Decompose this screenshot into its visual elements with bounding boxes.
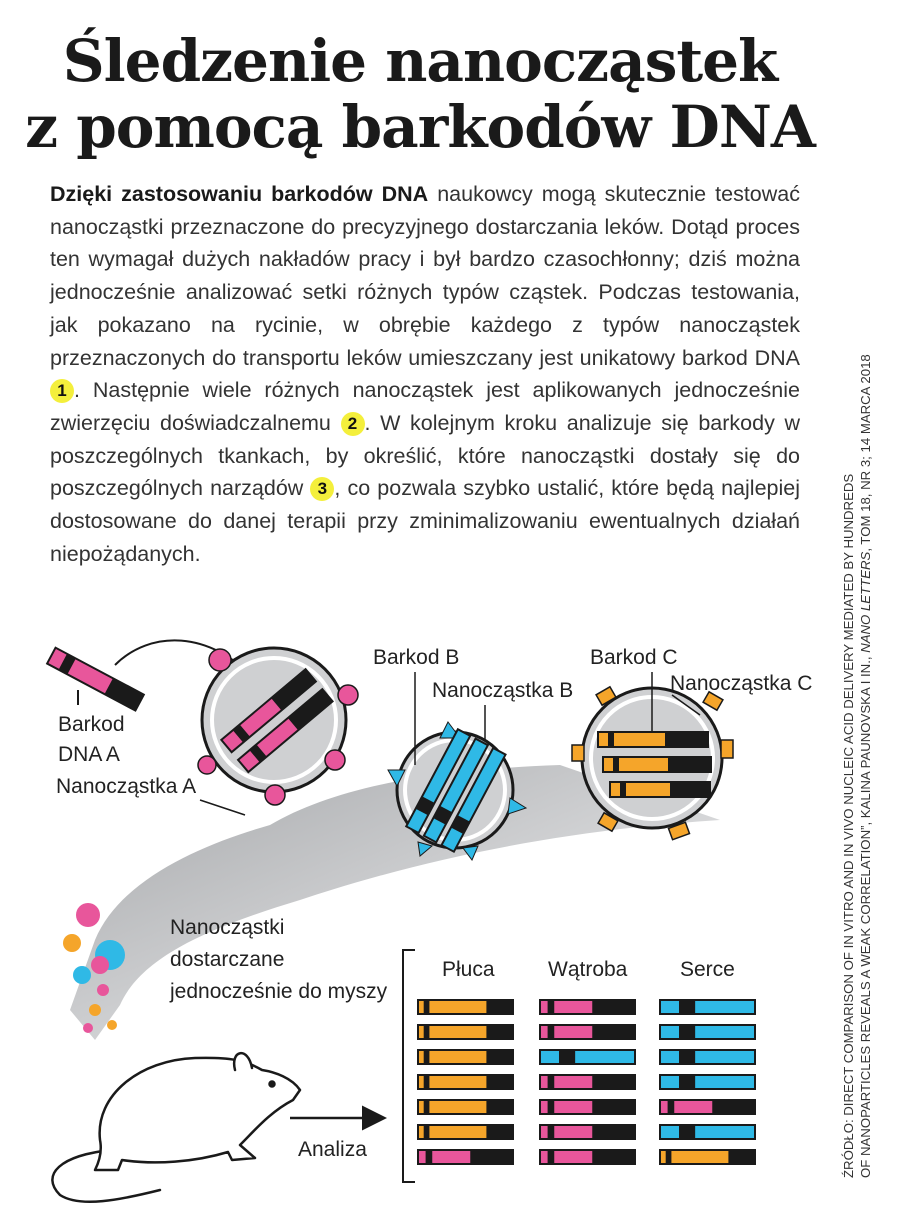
organ-barcode-2-5 [660, 1125, 755, 1139]
organ-barcode-mark-0-6-0 [426, 1150, 433, 1164]
nanoparticle-a-pointer [200, 800, 245, 815]
organ-barcode-mark-2-5-0 [679, 1125, 695, 1139]
organ-barcode-mark-0-3-1 [486, 1075, 513, 1089]
organ-barcode-mark-1-6-1 [592, 1150, 635, 1164]
organ-barcode-2-1 [660, 1025, 755, 1039]
nanoparticle-b-label: Nanocząstka B [432, 679, 574, 702]
barcode-b-label: Barkod B [373, 646, 460, 669]
result-bracket [403, 950, 415, 1182]
nanoparticle-a-label: Nanocząstka A [56, 775, 197, 798]
organ-barcode-mark-1-1-1 [592, 1025, 635, 1039]
organ-barcode-mark-1-3-1 [592, 1075, 635, 1089]
organ-barcode-mark-0-0-0 [424, 1000, 430, 1014]
title-line-2: z pomocą barkodów DNA [25, 93, 815, 161]
step-badge-1: 1 [50, 379, 74, 403]
organ-barcode-columns [418, 1000, 755, 1164]
organ-barcode-mark-0-1-0 [424, 1025, 430, 1039]
text-part-2: . Następnie wiele różnych nanocząstek jest aplikowanych jednocześnie zwierzęciu doświadczalnemu [50, 378, 800, 435]
barcode-c-label: Barkod C [590, 646, 678, 669]
step-badge-3: 3 [310, 477, 334, 501]
organ-barcode-mark-0-6-1 [470, 1150, 513, 1164]
organ-heading-heart: Serce [680, 958, 735, 981]
organ-barcode-mark-0-1-1 [486, 1025, 513, 1039]
organ-barcode-mark-2-1-0 [679, 1025, 695, 1039]
analysis-label: Analiza [298, 1138, 367, 1161]
mouse [52, 1053, 300, 1202]
organ-barcode-mark-1-6-0 [548, 1150, 555, 1164]
nanoparticle-c-label: Nanocząstka C [670, 672, 813, 695]
organ-barcode-mark-2-4-0 [668, 1100, 675, 1114]
organ-heading-liver: Wątroba [548, 958, 628, 981]
organ-barcode-mark-1-3-0 [548, 1075, 555, 1089]
lead-bold: Dzięki zastosowaniu barkodów DNA [50, 182, 429, 206]
organ-barcode-mark-1-5-0 [548, 1125, 555, 1139]
organ-barcode-2-2 [660, 1050, 755, 1064]
organ-barcode-mark-0-4-1 [486, 1100, 513, 1114]
step-badge-2: 2 [341, 412, 365, 436]
organ-barcode-mark-2-2-0 [679, 1050, 695, 1064]
organ-barcode-mark-1-0-0 [548, 1000, 555, 1014]
organ-barcode-mark-0-5-1 [486, 1125, 513, 1139]
barcode-a-label: Barkod DNA A [58, 713, 125, 766]
organ-barcode-mark-2-6-0 [666, 1150, 672, 1164]
nanoparticle-a [198, 648, 358, 805]
delivery-label: Nanocząstki dostarczane jednocześnie do myszy [170, 916, 388, 1003]
text-part-4: , co pozwala szybko ustalić, które będą najlepiej dostosowane do danej terapii przy zminimalizowaniu ewentualnych działań niepożądanych. [50, 476, 800, 566]
organ-barcode-mark-1-1-0 [548, 1025, 555, 1039]
source-line-2: OF NANOPARTICLES REVEALS A WEAK CORRELATION”, KALINA PAUNOVSKA I IN., NANO LETTERS, TOM 18, NR 3; 14 MARCA 2018 [858, 354, 873, 1178]
organ-barcode-mark-2-0-0 [679, 1000, 695, 1014]
barcode-a-strand [47, 648, 144, 711]
organ-barcode-mark-2-3-0 [679, 1075, 695, 1089]
organ-barcode-mark-1-0-1 [592, 1000, 635, 1014]
organ-barcode-mark-0-5-0 [424, 1125, 430, 1139]
organ-barcode-mark-0-0-1 [486, 1000, 513, 1014]
organ-barcode-1-2 [540, 1050, 635, 1064]
text-part-3: . W kolejnym kroku analizuje się barkody w poszczególnych tkankach, by określić, które nanocząstki dostały się do poszczególnych narządów [50, 410, 800, 501]
source-credit [840, 354, 874, 1178]
organ-barcode-mark-2-6-1 [728, 1150, 755, 1164]
organ-barcode-mark-0-4-0 [424, 1100, 430, 1114]
organ-heading-lungs: Płuca [442, 958, 495, 981]
organ-barcode-mark-1-4-0 [548, 1100, 555, 1114]
organ-barcode-mark-2-4-1 [712, 1100, 755, 1114]
organ-barcode-mark-0-2-1 [486, 1050, 513, 1064]
organ-barcode-mark-0-2-0 [424, 1050, 430, 1064]
organ-barcode-mark-1-4-1 [592, 1100, 635, 1114]
organ-barcode-mark-0-3-0 [424, 1075, 430, 1089]
source-line-1: ŹRÓDŁO: DIRECT COMPARISON OF IN VITRO AND IN VIVO NUCLEIC ACID DELIVERY MEDIATED BY HUNDREDS [841, 473, 856, 1178]
organ-barcode-mark-1-5-1 [592, 1125, 635, 1139]
title-line-1: Śledzenie nanocząstek [62, 27, 778, 95]
organ-barcode-2-0 [660, 1000, 755, 1014]
organ-barcode-mark-1-2-0 [559, 1050, 575, 1064]
organ-barcode-2-3 [660, 1075, 755, 1089]
text-part-1: naukowcy mogą skutecznie testować nanocząstki przeznaczone do precyzyjnego dostarczania leków. Dotąd proces ten wymagał dużych nakładów pracy i był bardzo czasochłonny; dziś można jednocześnie analizować setki różnych typów cząstek. Podczas testowania, jak pokazano na rycinie, w obrębie każdego z typów nanocząstek przeznaczonych do transportu leków umieszczany jest unikatowy barkod DNA [50, 182, 800, 370]
